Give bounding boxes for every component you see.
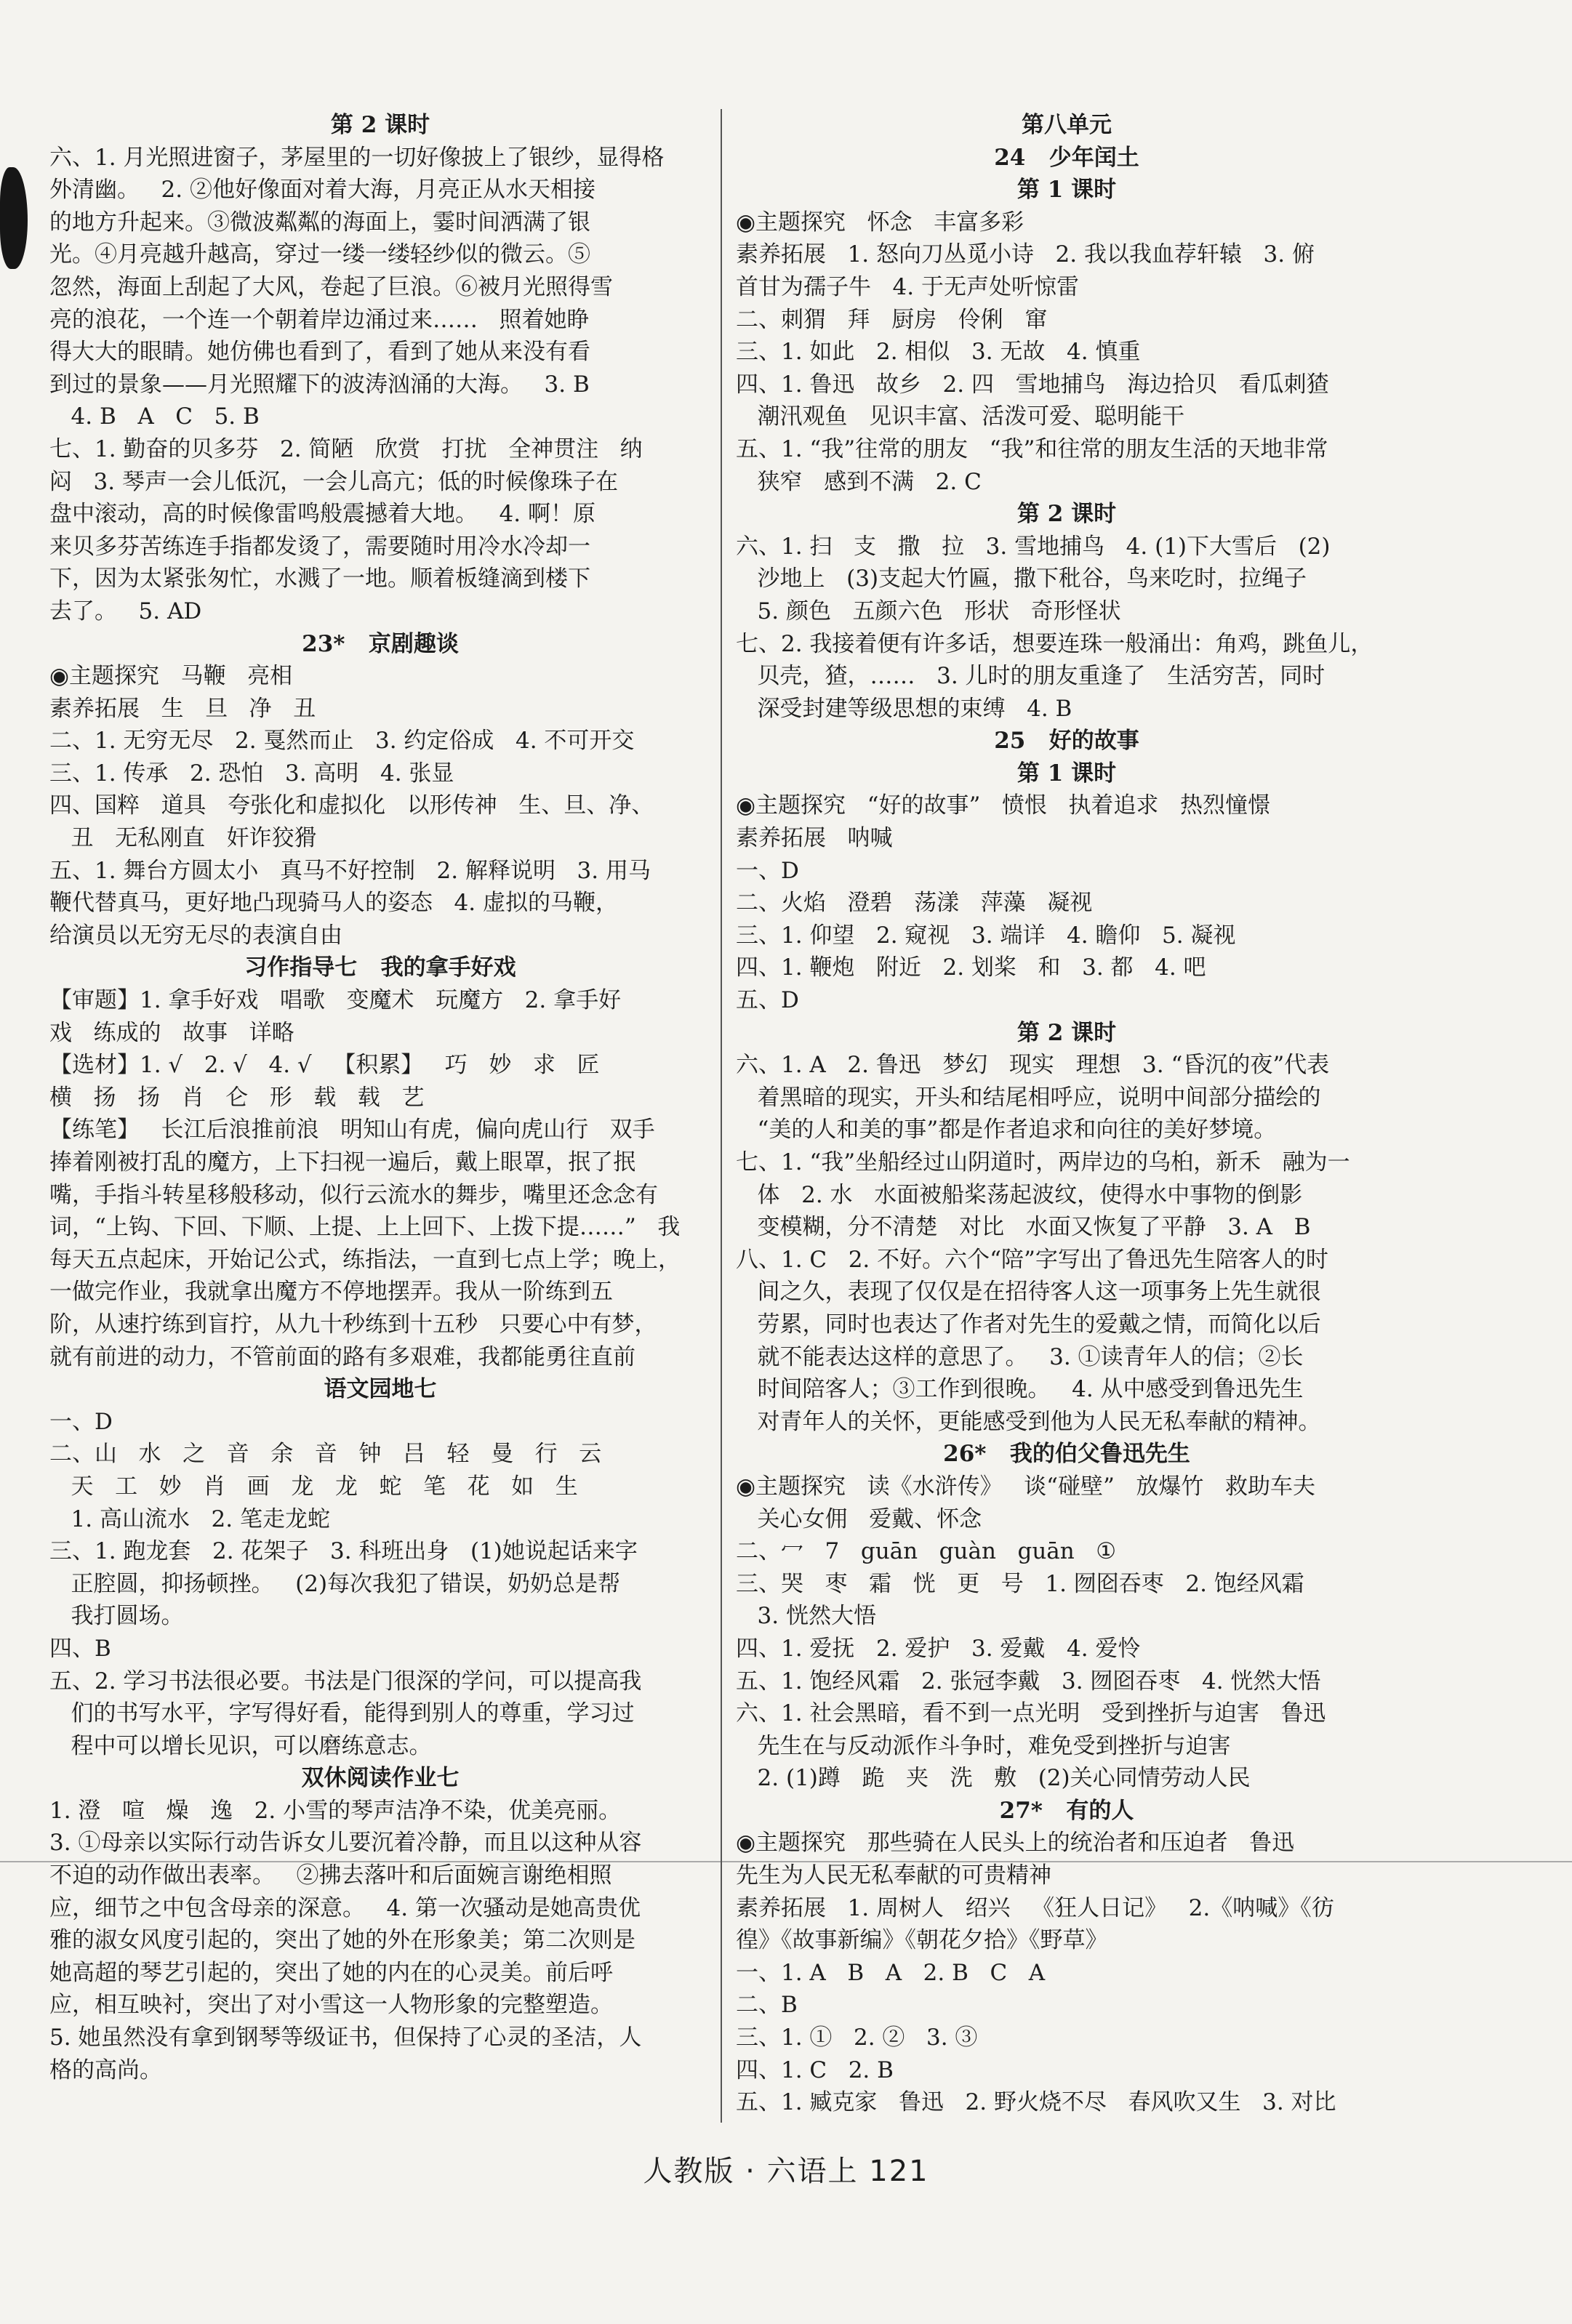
answer-line: 体 2. 水 水面被船桨荡起波纹，使得水中事物的倒影: [736, 1181, 1303, 1208]
answer-line: 阶，从速拧练到盲拧，从九十秒练到十五秒 只要心中有梦，: [49, 1311, 657, 1338]
section-heading: 25 好的故事: [994, 728, 1139, 755]
section-heading: 第八单元: [1022, 112, 1112, 138]
answer-line: 忽然，海面上刮起了大风，卷起了巨浪。⑥被月光照得雪: [49, 273, 613, 300]
answer-line: 五、1. 臧克家 鲁迅 2. 野火烧不尽 春风吹又生 3. 对比: [736, 2089, 1336, 2116]
section-heading: 第 2 课时: [330, 112, 430, 138]
answer-line: 劳累，同时也表达了作者对先生的爱戴之情，而简化以后: [736, 1311, 1321, 1338]
answer-line: 她高超的琴艺引起的，突出了她的内在的心灵美。前后呼: [49, 1959, 613, 1986]
answer-line: 格的高尚。: [49, 2056, 162, 2083]
answer-line: 正腔圆，抑扬顿挫。 (2)每次我犯了错误，奶奶总是帮: [49, 1570, 621, 1597]
page-footer: 人教版 · 六语上 121: [643, 2155, 929, 2188]
answer-line: 沙地上 (3)支起大竹匾，撒下秕谷，鸟来吃时，拉绳子: [736, 566, 1307, 592]
answer-line: ◉主题探究 那些骑在人民头上的统治者和压迫者 鲁迅: [736, 1830, 1295, 1857]
answer-line: 的地方升起来。③微波粼粼的海面上，霎时间洒满了银: [49, 209, 590, 236]
answer-line: 素养拓展 1. 周树人 绍兴 《狂人日记》 2.《呐喊》《彷: [736, 1894, 1334, 1921]
section-heading: 第 2 课时: [1016, 1019, 1117, 1046]
answer-line: 下，因为太紧张匆忙，水溅了一地。顺着板缝滴到楼下: [49, 566, 590, 592]
answer-line: 三、哭 枣 霜 恍 更 号 1. 囫囵吞枣 2. 饱经风霜: [736, 1570, 1304, 1597]
answer-line: 去了。 5. AD: [49, 598, 202, 624]
answer-line: 首甘为孺子牛 4. 于无声处听惊雷: [736, 273, 1079, 300]
section-heading: 23* 京剧趣谈: [302, 630, 459, 657]
scan-smudge: [0, 167, 28, 269]
answer-line: 潮汛观鱼 见识丰富、活泼可爱、聪明能干: [736, 403, 1185, 430]
answer-line: 到过的景象——月光照耀下的波涛汹涌的大海。 3. B: [49, 371, 590, 398]
answer-line: 1. 高山流水 2. 笔走龙蛇: [49, 1505, 330, 1532]
answer-line: 六、1. 月光照进窗子，茅屋里的一切好像披上了银纱，显得格: [49, 144, 665, 171]
answer-line: 鞭代替真马，更好地凸现骑马人的姿态 4. 虚拟的马鞭，: [49, 890, 618, 917]
answer-line: 戏 练成的 故事 详略: [49, 1019, 294, 1046]
answer-line: 应，细节之中包含母亲的深意。 4. 第一次骚动是她高贵优: [49, 1894, 641, 1921]
answer-line: 三、1. 传承 2. 恐怕 3. 高明 4. 张显: [49, 760, 454, 787]
answer-line: 六、1. A 2. 鲁迅 梦幻 现实 理想 3. “昏沉的夜”代表: [736, 1052, 1330, 1079]
answer-line: 着黑暗的现实，开头和结尾相呼应，说明中间部分描绘的: [736, 1084, 1321, 1111]
answer-line: 我打圆场。: [49, 1603, 184, 1630]
answer-line: 四、1. 鲁迅 故乡 2. 四 雪地捕鸟 海边拾贝 看瓜刺猹: [736, 371, 1329, 398]
answer-line: 不迫的动作做出表率。 ②拂去落叶和后面婉言谢绝相照: [49, 1862, 612, 1889]
answer-line: 贝壳，猹，…… 3. 儿时的朋友重逢了 生活穷苦，同时: [736, 663, 1326, 690]
answer-line: 先生在与反动派作斗争时，难免受到挫折与迫害: [736, 1732, 1231, 1759]
answer-line: 2. (1)蹲 跪 夹 洗 敷 (2)关心同情劳动人民: [736, 1765, 1251, 1792]
answer-line: 徨》《故事新编》《朝花夕拾》《野草》: [736, 1927, 1108, 1954]
answer-line: 一、D: [736, 857, 799, 884]
answer-line: 狭窄 感到不满 2. C: [736, 468, 982, 495]
answer-line: 深受封建等级思想的束缚 4. B: [736, 695, 1072, 722]
answer-line: 捧着刚被打乱的魔方，上下扫视一遍后，戴上眼罩，抿了抿: [49, 1149, 635, 1175]
answer-line: 二、火焰 澄碧 荡漾 萍藻 凝视: [736, 890, 1093, 917]
answer-line: 天 工 妙 肖 画 龙 龙 蛇 笔 花 如 生: [49, 1473, 578, 1500]
answer-line: 给演员以无穷无尽的表演自由: [49, 922, 342, 949]
section-heading: 第 1 课时: [1016, 177, 1117, 204]
answer-line: 二、B: [736, 1992, 798, 2019]
section-heading: 语文园地七: [324, 1376, 437, 1403]
answer-line: 三、1. 仰望 2. 窥视 3. 端详 4. 瞻仰 5. 凝视: [736, 922, 1236, 949]
answer-line: 程中可以增长见识，可以磨练意志。: [49, 1732, 432, 1759]
section-heading: 习作指导七 我的拿手好戏: [244, 954, 516, 981]
answer-line: 3. 恍然大悟: [736, 1603, 876, 1630]
section-heading: 26* 我的伯父鲁迅先生: [943, 1441, 1190, 1468]
answer-line: 一、D: [49, 1408, 113, 1435]
answer-line: 外清幽。 2. ②他好像面对着大海，月亮正从水天相接: [49, 177, 595, 204]
answer-line: 七、1. 勤奋的贝多芬 2. 简陋 欣赏 打扰 全神贯注 纳: [49, 435, 643, 462]
right-column: [736, 109, 1397, 2119]
section-heading: 24 少年闰土: [994, 144, 1139, 171]
answer-line: “美的人和美的事”都是作者追求和向往的美好梦境。: [736, 1117, 1277, 1143]
answer-line: 先生为人民无私奉献的可贵精神: [736, 1862, 1051, 1889]
answer-line: 3. ①母亲以实际行动告诉女儿要沉着冷静，而且以这种从容: [49, 1830, 642, 1857]
answer-line: ◉主题探究 读《水浒传》 谈“碰壁” 放爆竹 救助车夫: [736, 1473, 1315, 1500]
answer-line: 素养拓展 1. 怒向刀丛觅小诗 2. 我以我血荐轩辕 3. 俯: [736, 241, 1315, 268]
answer-line: 【选材】1. √ 2. √ 4. √ 【积累】 巧 妙 求 匠: [49, 1052, 600, 1079]
answer-line: ◉主题探究 马鞭 亮相: [49, 663, 293, 690]
answer-line: 二、1. 无穷无尽 2. 戛然而止 3. 约定俗成 4. 不可开交: [49, 728, 635, 755]
answer-line: 素养拓展 呐喊: [736, 825, 893, 852]
answer-line: 横 扬 扬 肖 仑 形 载 载 艺: [49, 1084, 425, 1111]
left-column: [49, 109, 711, 2086]
column-divider: [721, 109, 722, 2123]
answer-line: 一、1. A B A 2. B C A: [736, 1959, 1046, 1986]
answer-line: 得大大的眼睛。她仿佛也看到了，看到了她从来没有看: [49, 339, 590, 366]
answer-line: 变模糊，分不清楚 对比 水面又恢复了平静 3. A B: [736, 1214, 1311, 1241]
answer-line: 对青年人的关怀，更能感受到他为人民无私奉献的精神。: [736, 1408, 1321, 1435]
answer-line: 就不能表达这样的意思了。 3. ①读青年人的信；②长: [736, 1343, 1304, 1370]
answer-line: 每天五点起床，开始记公式，练指法，一直到七点上学；晚上，: [49, 1246, 681, 1273]
answer-line: 四、B: [49, 1635, 111, 1662]
answer-line: 【练笔】 长江后浪推前浪 明知山有虎，偏向虎山行 双手: [49, 1117, 655, 1143]
answer-line: 来贝多芬苦练连手指都发烫了，需要随时用冷水冷却一: [49, 533, 590, 560]
answer-line: 亮的浪花，一个连一个朝着岸边涌过来…… 照着她睁: [49, 306, 590, 333]
answer-line: 素养拓展 生 旦 净 丑: [49, 695, 316, 722]
answer-line: 五、D: [736, 987, 799, 1014]
answer-line: 4. B A C 5. B: [49, 403, 260, 430]
section-heading: 双休阅读作业七: [301, 1765, 460, 1792]
answer-line: 关心女佣 爱戴、怀念: [736, 1505, 982, 1532]
answer-line: 三、1. 如此 2. 相似 3. 无故 4. 慎重: [736, 339, 1141, 366]
section-heading: 27* 有的人: [999, 1797, 1134, 1824]
answer-line: 丑 无私刚直 奸诈狡猾: [49, 825, 317, 852]
section-heading: 第 1 课时: [1016, 760, 1117, 787]
answer-line: 间之久，表现了仅仅是在招待客人这一项事务上先生就很: [736, 1279, 1321, 1306]
answer-line: 六、1. 扫 支 撒 拉 3. 雪地捕鸟 4. (1)下大雪后 (2): [736, 533, 1331, 560]
answer-line: 四、1. C 2. B: [736, 2056, 894, 2083]
answer-line: 【审题】1. 拿手好戏 唱歌 变魔术 玩魔方 2. 拿手好: [49, 987, 622, 1014]
answer-line: 一做完作业，我就拿出魔方不停地摆弄。我从一阶练到五: [49, 1279, 613, 1306]
answer-line: 雅的淑女风度引起的，突出了她的外在形象美；第二次则是: [49, 1927, 635, 1954]
answer-line: 5. 颜色 五颜六色 形状 奇形怪状: [736, 598, 1121, 624]
answer-line: 应，相互映衬，突出了对小雪这一人物形象的完整塑造。: [49, 1992, 613, 2019]
answer-line: 七、2. 我接着便有许多话，想要连珠一般涌出：角鸡，跳鱼儿，: [736, 630, 1374, 657]
answer-line: 四、1. 鞭炮 附近 2. 划桨 和 3. 都 4. 吧: [736, 954, 1206, 981]
answer-line: 就有前进的动力，不管前面的路有多艰难，我都能勇往直前: [49, 1343, 635, 1370]
answer-line: 词，“上钩、下回、下顺、上提、上上回下、上拨下提……” 我: [49, 1214, 681, 1241]
answer-line: 5. 她虽然没有拿到钢琴等级证书，但保持了心灵的圣洁，人: [49, 2025, 642, 2051]
answer-line: 1. 澄 喧 燥 逸 2. 小雪的琴声洁净不染，优美亮丽。: [49, 1797, 622, 1824]
answer-line: 盘中滚动，高的时候像雷鸣般震撼着大地。 4. 啊！原: [49, 501, 595, 528]
answer-line: 闷 3. 琴声一会儿低沉，一会儿高亢；低的时候像珠子在: [49, 468, 618, 495]
answer-line: ◉主题探究 怀念 丰富多彩: [736, 209, 1024, 236]
answer-line: 二、冖 7 guān guàn guān ①: [736, 1538, 1117, 1565]
answer-line: 五、1. 饱经风霜 2. 张冠李戴 3. 囫囵吞枣 4. 恍然大悟: [736, 1668, 1321, 1694]
answer-line: 八、1. C 2. 不好。六个“陪”字写出了鲁迅先生陪客人的时: [736, 1246, 1328, 1273]
section-heading: 第 2 课时: [1016, 501, 1117, 528]
answer-line: 时间陪客人；③工作到很晚。 4. 从中感受到鲁迅先生: [736, 1376, 1304, 1403]
answer-line: 们的书写水平，字写得好看，能得到别人的尊重，学习过: [49, 1700, 635, 1727]
answer-line: 三、1. 跑龙套 2. 花架子 3. 科班出身 (1)她说起话来字: [49, 1538, 638, 1565]
answer-line: 三、1. ① 2. ② 3. ③: [736, 2025, 978, 2051]
answer-line: 四、1. 爱抚 2. 爱护 3. 爱戴 4. 爱怜: [736, 1635, 1141, 1662]
answer-line: 五、1. 舞台方圆太小 真马不好控制 2. 解释说明 3. 用马: [49, 857, 651, 884]
answer-line: 四、国粹 道具 夸张化和虚拟化 以形传神 生、旦、净、: [49, 792, 654, 819]
answer-line: 嘴，手指斗转星移般移动，似行云流水的舞步，嘴里还念念有: [49, 1181, 658, 1208]
answer-line: 七、1. “我”坐船经过山阴道时，两岸边的乌桕，新禾 融为一: [736, 1149, 1350, 1175]
answer-line: 五、2. 学习书法很必要。书法是门很深的学问，可以提高我: [49, 1668, 642, 1694]
answer-line: 二、山 水 之 音 余 音 钟 吕 轻 曼 行 云: [49, 1441, 602, 1468]
answer-line: 二、刺猬 拜 厨房 伶俐 窜: [736, 306, 1048, 333]
answer-line: ◉主题探究 “好的故事” 愤恨 执着追求 热烈憧憬: [736, 792, 1270, 819]
answer-line: 光。④月亮越升越高，穿过一缕一缕轻纱似的微云。⑤: [49, 241, 590, 268]
answer-line: 五、1. “我”往常的朋友 “我”和往常的朋友生活的天地非常: [736, 435, 1328, 462]
answer-line: 六、1. 社会黑暗，看不到一点光明 受到挫折与迫害 鲁迅: [736, 1700, 1326, 1727]
